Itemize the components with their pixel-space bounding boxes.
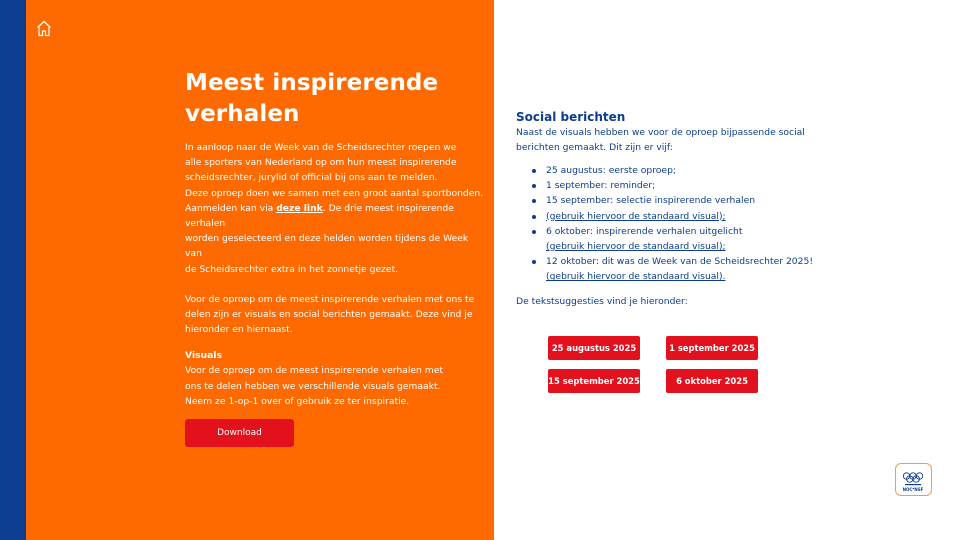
aanmelden-prefix: Aanmelden kan via <box>185 202 277 214</box>
right-content <box>516 109 836 309</box>
standard-visual-link[interactable]: (gebruik hiervoor de standaard visual). <box>546 271 726 283</box>
list-item-link <box>546 239 836 254</box>
list-item: 15 september: selectie inspirerende verhalen <box>546 193 836 208</box>
blue-side-strip <box>0 0 26 540</box>
intro-line: scheidsrechter, jurylid of official bij ons aan te melden. <box>185 172 438 184</box>
download-button[interactable]: Download <box>185 419 294 447</box>
date-button-1-september[interactable]: 1 september 2025 <box>666 336 758 360</box>
list-item: 12 oktober: dit was de Week van de Scheidsrechter 2025! <box>546 254 836 269</box>
oproep-line: delen zijn er visuals en social berichten gemaakt. Deze vind je <box>185 309 473 321</box>
deze-link[interactable]: deze link <box>276 202 323 214</box>
social-intro-line: berichten gemaakt. Dit zijn er vijf: <box>516 142 673 153</box>
visuals-paragraph <box>185 363 485 409</box>
standard-visual-link[interactable]: (gebruik hiervoor de standaard visual); <box>546 241 726 253</box>
intro-line: alle sporters van Nederland op om hun meest inspirerende <box>185 157 457 169</box>
visuals-line: ons te delen hebben we verschillende visuals gemaakt. <box>185 380 441 392</box>
social-title: Social berichten <box>516 110 626 124</box>
tekst-suggesties-note: De tekstsuggesties vind je hieronder: <box>516 295 688 307</box>
page-title <box>185 68 485 130</box>
oproep-paragraph <box>185 292 485 338</box>
list-item-link <box>546 209 836 224</box>
date-button-25-augustus[interactable]: 25 augustus 2025 <box>548 336 640 360</box>
logo-text: NOC*NSF <box>902 487 924 492</box>
social-list <box>546 163 836 285</box>
intro-line: worden geselecteerd en deze helden worden tijdens de Week van <box>185 233 469 260</box>
oproep-line: hieronder en hiernaast. <box>185 324 293 336</box>
title-line: Meest inspirerende <box>185 70 439 96</box>
list-item: 6 oktober: inspirerende verhalen uitgelicht <box>546 224 836 239</box>
list-item: 25 augustus: eerste oproep; <box>546 163 836 178</box>
intro-line: In aanloop naar de Week van de Scheidsrechter roepen we <box>185 142 457 153</box>
visuals-line: Voor de oproep om de meest inspirerende verhalen met <box>185 365 443 377</box>
left-content <box>185 68 485 447</box>
list-item: 1 september: reminder; <box>546 178 836 193</box>
social-intro <box>516 125 836 155</box>
home-icon[interactable] <box>36 20 52 37</box>
aanmelden-suffix: . De drie meest inspirerende verhalen <box>185 202 454 230</box>
list-item-link <box>546 269 836 284</box>
standard-visual-link[interactable]: (gebruik hiervoor de standaard visual); <box>546 210 726 222</box>
date-button-6-oktober[interactable]: 6 oktober 2025 <box>666 369 758 393</box>
nocnsf-logo <box>895 463 932 496</box>
title-line: verhalen <box>185 101 300 127</box>
social-intro-line: Naast de visuals hebben we voor de oproep bijpassende social <box>516 127 805 138</box>
intro-line: Deze oproep doen we samen met een groot aantal sportbonden. <box>185 187 484 199</box>
date-button-15-september[interactable]: 15 september 2025 <box>548 369 640 393</box>
intro-paragraph <box>185 140 485 277</box>
visuals-line: Neem ze 1-op-1 over of gebruik ze ter inspiratie. <box>185 395 410 407</box>
oproep-line: Voor de oproep om de meest inspirerende verhalen met ons te <box>185 293 475 305</box>
visuals-heading: Visuals <box>185 350 222 362</box>
spacer <box>185 277 485 292</box>
intro-line: de Scheidsrechter extra in het zonnetje gezet. <box>185 263 399 275</box>
